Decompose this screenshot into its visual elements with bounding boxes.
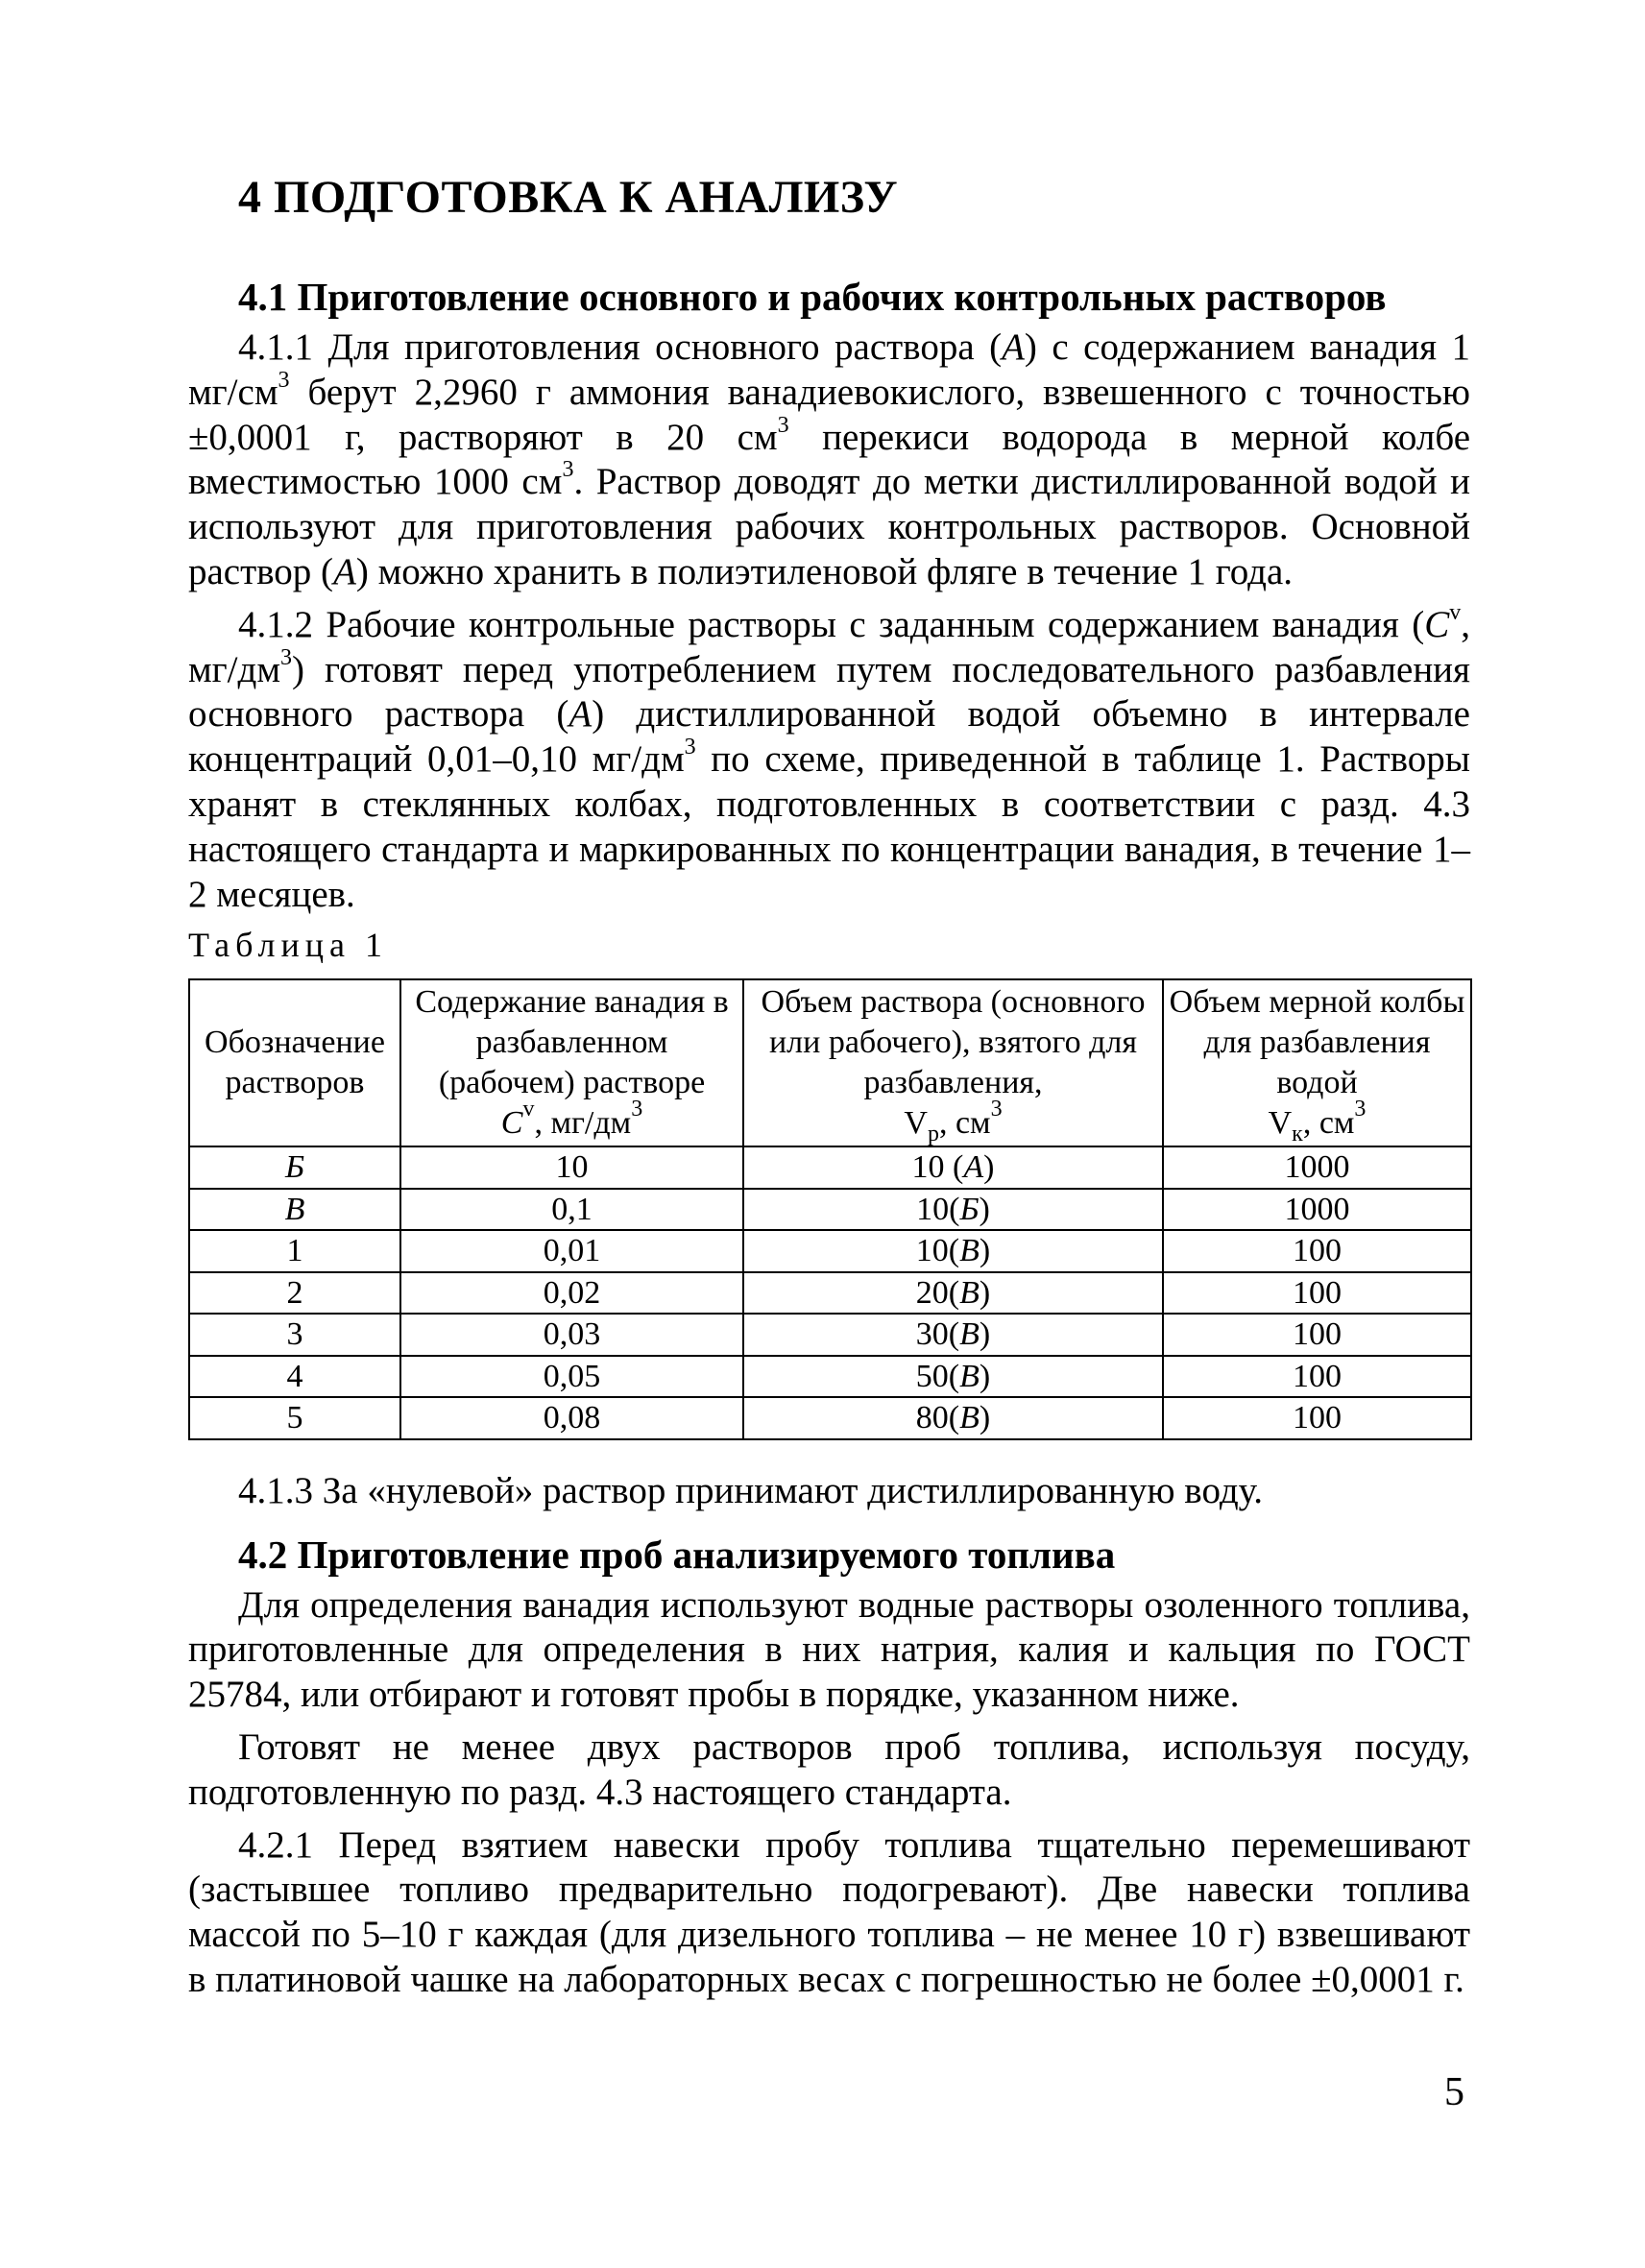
cell-solution-volume bbox=[743, 1314, 1163, 1356]
italic-run: А bbox=[1002, 326, 1025, 368]
table-header-row bbox=[189, 979, 1471, 1146]
italic-run: В bbox=[959, 1274, 980, 1311]
cell-solution-volume bbox=[743, 1146, 1163, 1189]
text-run: 10( bbox=[915, 1233, 960, 1269]
text-run: 20( bbox=[915, 1274, 960, 1311]
header-text: Обозначение растворов bbox=[205, 1025, 385, 1101]
table-row bbox=[189, 1189, 1471, 1231]
header-concentration bbox=[400, 979, 743, 1146]
header-unit: V bbox=[904, 1105, 928, 1142]
cell-designation: Б bbox=[189, 1146, 400, 1189]
superscript: v bbox=[1449, 599, 1462, 625]
header-text: Содержание ванадия в разбавленном (рабочем) растворе bbox=[415, 984, 729, 1101]
text-run: ) bbox=[979, 1274, 991, 1311]
paragraph-4-2-1: 4.2.1 Перед взятием навески пробу топлива тщательно перемешивают (застывшее топливо предварительно подогревают). Две навески топлива массой по 5–10 г каждая (для дизельного топлива – не менее 10 г) взвешивают в платиновой чашке на лабораторных весах с погрешностью не более ±0,0001 г. bbox=[188, 1823, 1470, 2001]
text-run: ) bbox=[983, 1149, 995, 1186]
text-run: 30( bbox=[915, 1316, 960, 1353]
cell-concentration: 0,08 bbox=[400, 1397, 743, 1439]
subscript: р bbox=[927, 1122, 939, 1147]
cell-designation: 2 bbox=[189, 1272, 400, 1315]
table-row bbox=[189, 1397, 1471, 1439]
italic-run: В bbox=[959, 1233, 980, 1269]
subsection-title-4-1: 4.1 Приготовление основного и рабочих контрольных растворов bbox=[238, 275, 1387, 319]
paragraph-4-2-note: Готовят не менее двух растворов проб топлива, используя посуду, подготовленную по разд. 4.3 настоящего стандарта. bbox=[188, 1726, 1470, 1813]
text-run: . Раствор доводят до метки дистиллированной водой и используют для приготовления рабочих контрольных растворов. Основной раствор ( bbox=[188, 461, 1470, 592]
cell-concentration: 0,1 bbox=[400, 1189, 743, 1231]
italic-run: С bbox=[500, 1105, 523, 1142]
cell-concentration: 0,05 bbox=[400, 1356, 743, 1398]
text-run: ) bbox=[979, 1191, 990, 1227]
italic-run: А bbox=[963, 1149, 984, 1186]
cell-solution-volume bbox=[743, 1189, 1163, 1231]
header-text: Объем мерной колбы для разбавления водой bbox=[1169, 984, 1465, 1101]
table-row bbox=[189, 1356, 1471, 1398]
superscript: 3 bbox=[684, 735, 696, 760]
cell-solution-volume bbox=[743, 1356, 1163, 1398]
table-caption: Таблица 1 bbox=[188, 926, 388, 965]
cell-concentration: 0,01 bbox=[400, 1230, 743, 1272]
document-page bbox=[188, 144, 1470, 2011]
text-run: 10 ( bbox=[911, 1149, 964, 1186]
cell-solution-volume bbox=[743, 1397, 1163, 1439]
cell-flask-volume: 100 bbox=[1163, 1356, 1471, 1398]
paragraph-4-1-1 bbox=[188, 326, 1470, 595]
italic-run: В bbox=[959, 1358, 980, 1394]
text-run: 4.1.1 Для приготовления основного раствора ( bbox=[238, 326, 1003, 368]
superscript: 3 bbox=[990, 1097, 1003, 1122]
text-run: 80( bbox=[915, 1400, 960, 1436]
text-run: ) bbox=[979, 1400, 991, 1436]
italic-run: А bbox=[568, 693, 593, 736]
cell-flask-volume: 100 bbox=[1163, 1314, 1471, 1356]
header-text: Объем раствора (основного или рабочего), взятого для разбавления, bbox=[761, 984, 1146, 1101]
cell-flask-volume: 1000 bbox=[1163, 1189, 1471, 1231]
header-designation bbox=[189, 979, 400, 1146]
cell-flask-volume: 100 bbox=[1163, 1230, 1471, 1272]
paragraph-4-1-3: 4.1.3 За «нулевой» раствор принимают дистиллированную воду. bbox=[238, 1469, 1264, 1511]
table-row bbox=[189, 1272, 1471, 1315]
superscript: 3 bbox=[777, 412, 789, 438]
subsection-title-4-2: 4.2 Приготовление проб анализируемого топлива bbox=[238, 1532, 1116, 1577]
text-run: ) bbox=[979, 1316, 991, 1353]
text-run: берут 2,2960 г аммония ванадиевокислого, взвешенного с точностью ±0,0001 г, растворяют в 20 см bbox=[188, 371, 1470, 458]
cell-concentration: 10 bbox=[400, 1146, 743, 1189]
superscript: v bbox=[522, 1097, 535, 1122]
text-run: 50( bbox=[915, 1358, 960, 1394]
cell-designation: 4 bbox=[189, 1356, 400, 1398]
cell-concentration: 0,03 bbox=[400, 1314, 743, 1356]
italic-run: Б bbox=[959, 1191, 980, 1227]
cell-solution-volume bbox=[743, 1230, 1163, 1272]
cell-solution-volume bbox=[743, 1272, 1163, 1315]
section-title: 4 ПОДГОТОВКА К АНАЛИЗУ bbox=[238, 172, 899, 223]
cell-designation: 1 bbox=[189, 1230, 400, 1272]
text-run: 10( bbox=[916, 1191, 960, 1227]
table-row bbox=[189, 1314, 1471, 1356]
paragraph-4-1-2 bbox=[188, 599, 1470, 918]
cell-designation: 3 bbox=[189, 1314, 400, 1356]
header-solution-volume bbox=[743, 979, 1163, 1146]
cell-flask-volume: 100 bbox=[1163, 1397, 1471, 1439]
paragraph-4-2-intro: Для определения ванадия используют водные растворы озоленного топлива, приготовленные для определения в них натрия, калия и кальция по ГОСТ 25784, или отбирают и готовят пробы в порядке, указанном ниже. bbox=[188, 1583, 1470, 1716]
text-run: по схеме, приведенной в таблице 1. Растворы хранят в стеклянных колбах, подготовленных в соответствии с разд. 4.3 настоящего стандарта и маркированных по концентрации ванадия, в течение 1–2 месяцев. bbox=[188, 738, 1470, 915]
superscript: 3 bbox=[562, 457, 574, 483]
italic-run: В bbox=[959, 1316, 980, 1353]
text-run: ) bbox=[979, 1358, 991, 1394]
header-unit: , см bbox=[938, 1105, 991, 1142]
header-unit: , мг/дм bbox=[534, 1105, 632, 1142]
cell-designation: В bbox=[189, 1189, 400, 1231]
italic-run: В bbox=[959, 1400, 980, 1436]
superscript: 3 bbox=[631, 1097, 643, 1122]
header-unit: V bbox=[1268, 1105, 1293, 1142]
cell-designation: 5 bbox=[189, 1397, 400, 1439]
italic-run: А bbox=[333, 550, 356, 592]
table-row bbox=[189, 1146, 1471, 1189]
text-run: 4.1.2 Рабочие контрольные растворы с заданным содержанием ванадия ( bbox=[238, 603, 1425, 645]
cell-flask-volume: 1000 bbox=[1163, 1146, 1471, 1189]
superscript: 3 bbox=[278, 367, 290, 393]
subscript: к bbox=[1292, 1122, 1303, 1147]
dilution-table bbox=[188, 978, 1472, 1440]
text-run: перекиси водорода в мерной колбе вместимостью 1000 см bbox=[188, 416, 1471, 503]
text-run: ) дистиллированной водой объемно в интервале концентраций 0,01–0,10 мг/дм bbox=[188, 693, 1470, 781]
text-run: ) можно хранить в полиэтиленовой фляге в течение 1 года. bbox=[355, 550, 1294, 592]
cell-concentration: 0,02 bbox=[400, 1272, 743, 1315]
italic-run: С bbox=[1424, 603, 1450, 645]
text-run: ) готовят перед употреблением путем последовательного разбавления основного раствора ( bbox=[188, 648, 1470, 736]
table-row bbox=[189, 1230, 1471, 1272]
page-number: 5 bbox=[1444, 2070, 1464, 2114]
header-flask-volume bbox=[1163, 979, 1471, 1146]
superscript: 3 bbox=[280, 644, 293, 670]
text-run: ) bbox=[979, 1233, 991, 1269]
superscript: 3 bbox=[1354, 1097, 1367, 1122]
header-unit: , см bbox=[1302, 1105, 1355, 1142]
text-run: ) с содержанием ванадия 1 мг/см bbox=[188, 326, 1470, 413]
cell-flask-volume: 100 bbox=[1163, 1272, 1471, 1315]
text-run: , мг/дм bbox=[188, 603, 1470, 690]
